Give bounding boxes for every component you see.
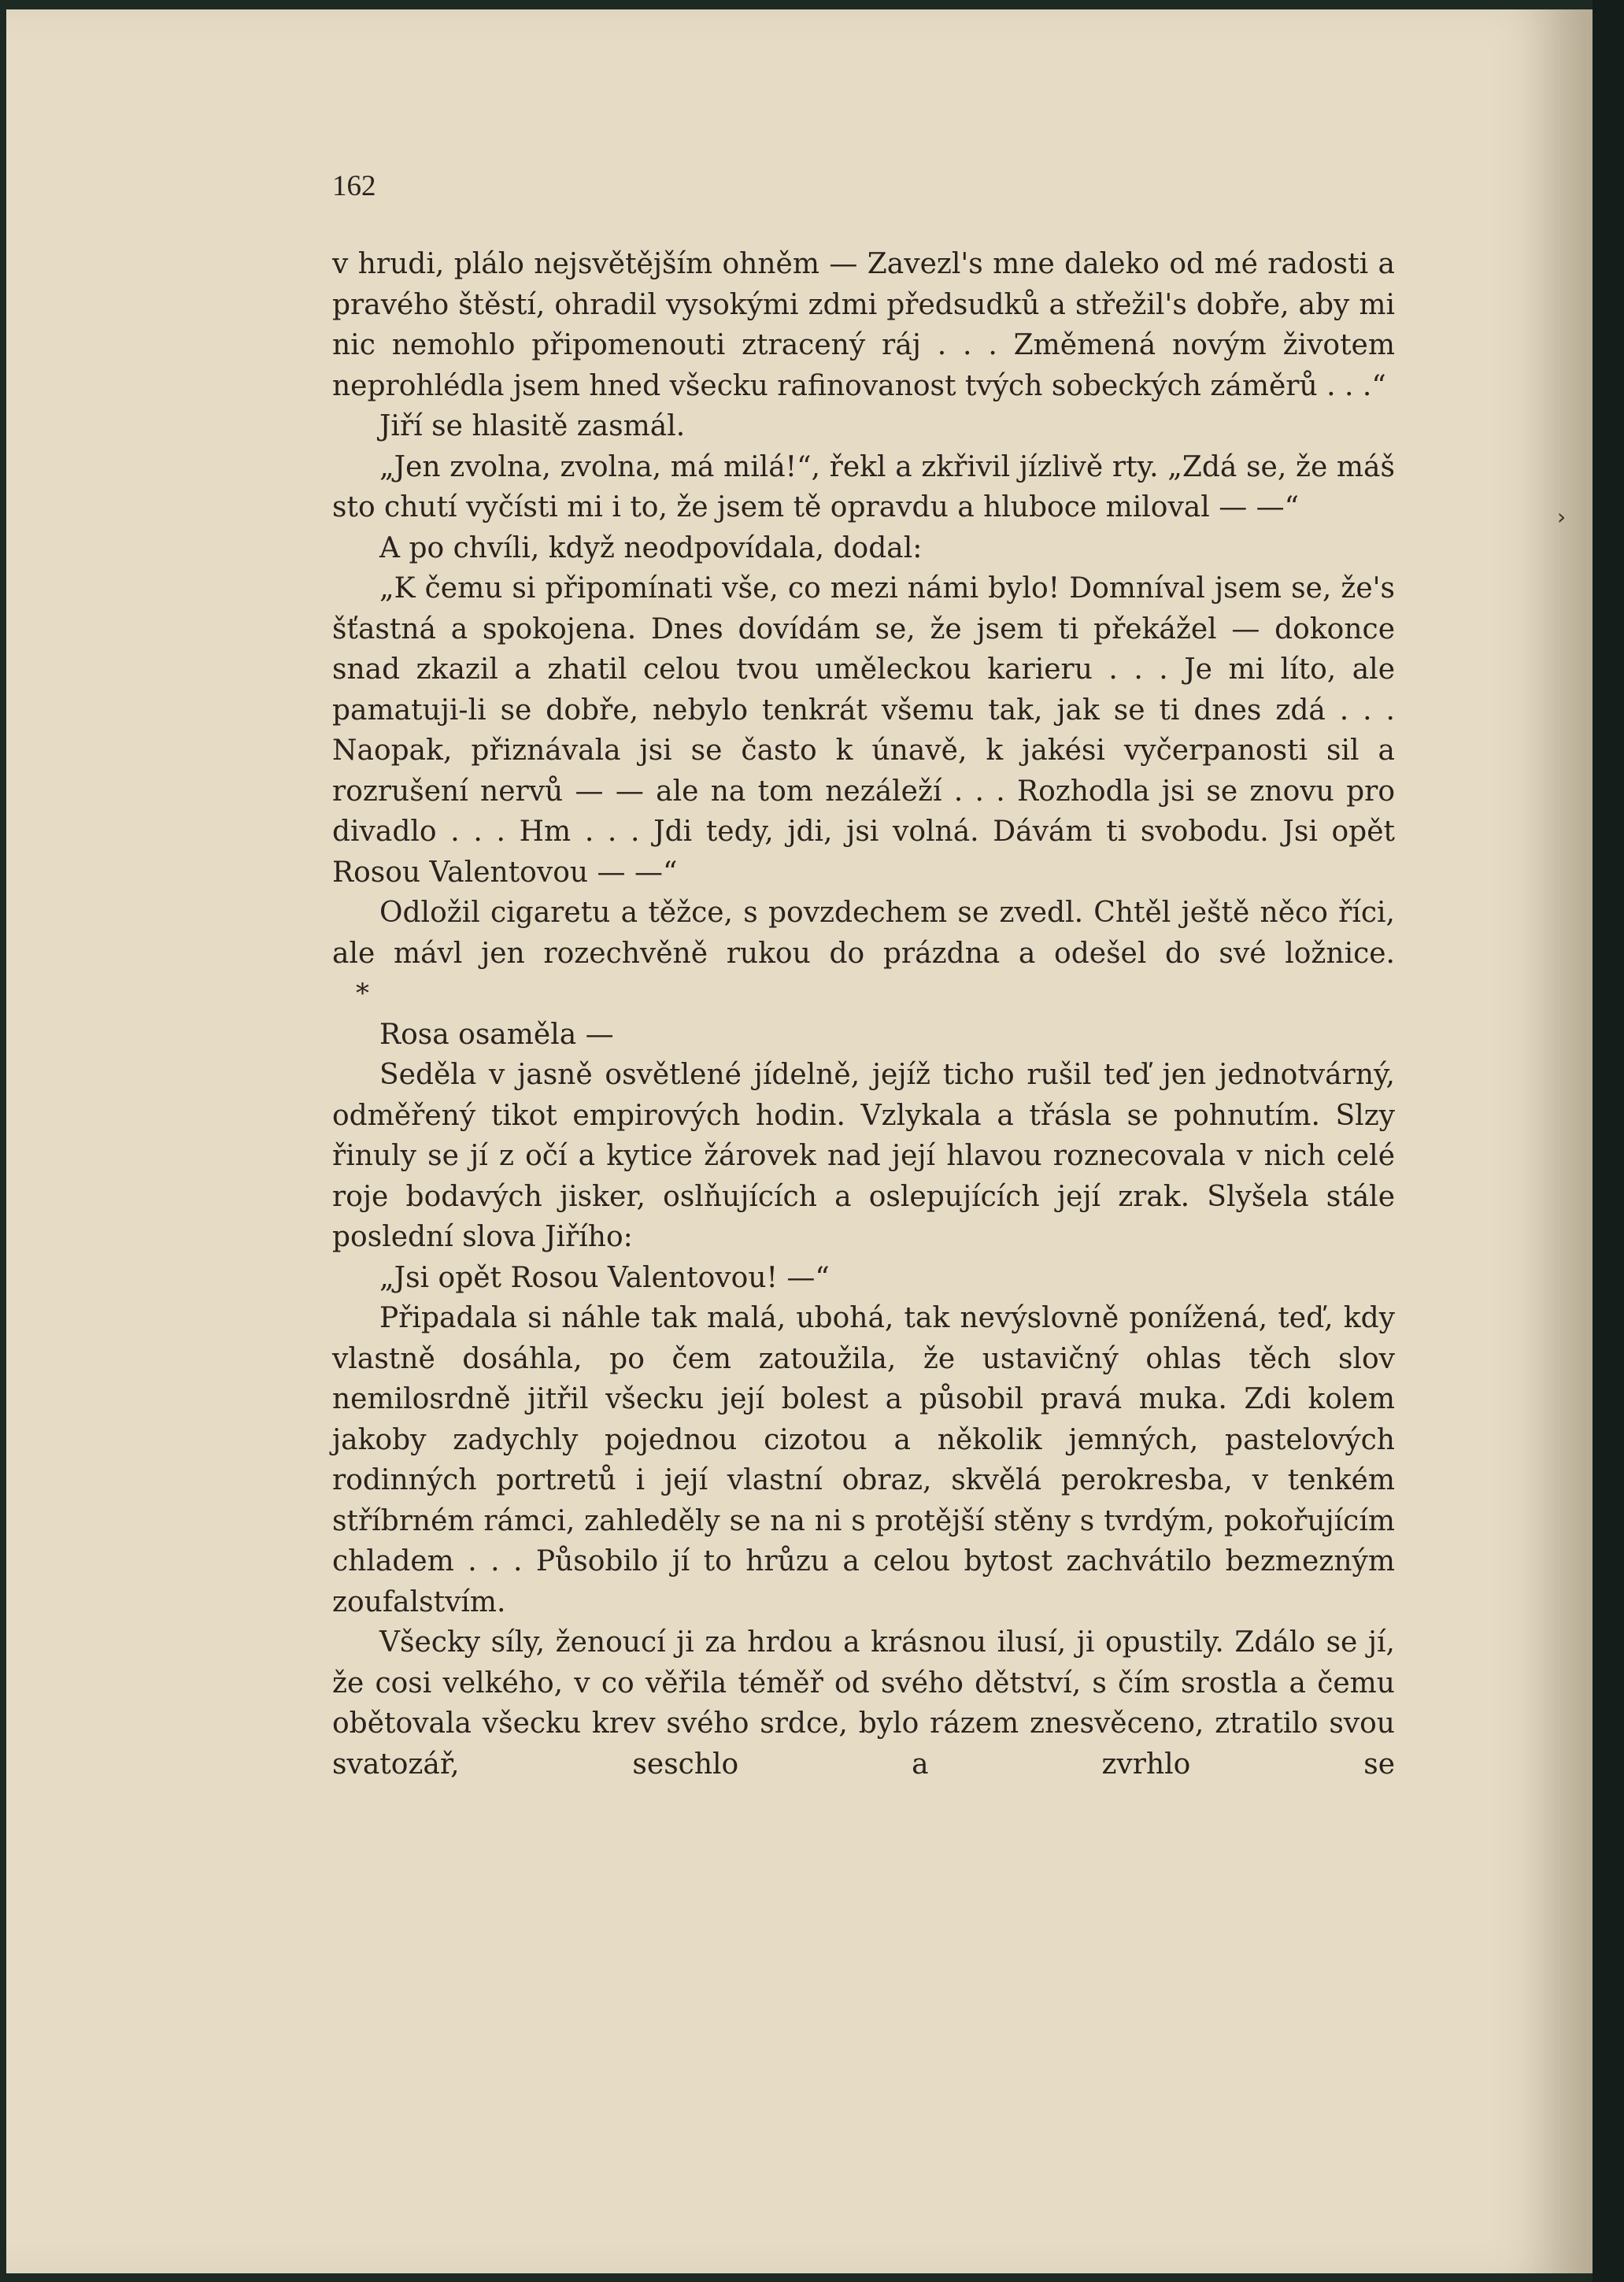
page-text (332, 244, 1395, 1785)
page-number: 162 (332, 170, 376, 202)
book-spine-shadow (1593, 0, 1624, 2282)
paragraph: Připadala si náhle tak malá, ubohá, tak nevýslovně ponížená, teď, kdy vlastně dosáhla, po čem zatoužila, že ustavičný ohlas těch slov nemilosrdně jitřil všecku její bolest a působil pravá muka. Zdi kolem jakoby zadychly pojednou cizotou a několik jemných, pastelových rodinných portretů i její vlastní obraz, skvělá perokresba, v tenkém stříbrném rámci, zahleděly se na ni s protější stěny s tvrdým, pokořujícím chladem . . . Působilo jí to hrůzu a celou bytost zachvátilo bezmezným zoufalstvím. (332, 1302, 1395, 1618)
paragraph: Všecky síly, ženoucí ji za hrdou a krásnou ilusí, ji opustily. Zdálo se jí, že cosi velkého, v co věřila téměř od svého dětství, s čím srostla a čemu obětovala všecku krev svého srdce, bylo rázem znesvěceno, ztratilo svou svatozář, seschlo a zvrhlo se (332, 1626, 1395, 1781)
paragraph: „K čemu si připomínati vše, co mezi námi bylo! Domníval jsem se, že's šťastná a spokojena. Dnes dovídám se, že jsem ti překážel — dokonce snad zkazil a zhatil celou tvou uměleckou karieru . . . Je mi líto, ale pamatuji-li se dobře, nebylo tenkrát všemu tak, jak se ti dnes zdá . . . Naopak, přiznávala jsi se často k únavě, k jakési vyčerpanosti sil a rozrušení nervů — — ale na tom nezáleží . . . Rozhodla jsi se znovu pro divadlo . . . Hm . . . Jdi tedy, jdi, jsi volná. Dávám ti svobodu. Jsi opět Rosou Valentovou — —“ (332, 572, 1395, 889)
margin-mark: › (1557, 504, 1567, 530)
paragraph: Rosa osaměla — (379, 1018, 614, 1051)
paragraph: A po chvíli, když neodpovídala, dodal: (379, 531, 923, 564)
paragraph: Jiří se hlasitě zasmál. (379, 410, 686, 442)
paragraph: Seděla v jasně osvětlené jídelně, jejíž ticho rušil teď jen jednotvárný, odměřený tikot empirových hodin. Vzlykala a třásla se pohnutím. Slzy řinuly se jí z očí a kytice žárovek nad její hlavou roznecovala v nich celé roje bodavých jisker, oslňujících a oslepujících její zrak. Slyšela stále poslední slova Jiřího: (332, 1059, 1395, 1253)
paragraph: „Jsi opět Rosou Valentovou! —“ (379, 1261, 830, 1294)
paragraph: Odložil cigaretu a těžce, s povzdechem se zvedl. Chtěl ještě něco říci, ale mávl jen rozechvěně rukou do prázdna a odešel do své ložnice. (332, 897, 1395, 970)
section-ornament: * (356, 978, 369, 1009)
paragraph: v hrudi, plálo nejsvětějším ohněm — Zavezl's mne daleko od mé radosti a pravého štěstí, ohradil vysokými zdmi předsudků a střežil's dobře, aby mi nic nemohlo připomenouti ztracený ráj . . . Změmená novým životem neprohlédla jsem hned všecku rafinovanost tvých sobeckých záměrů . . .“ (332, 248, 1395, 402)
paragraph: „Jen zvolna, zvolna, má milá!“, řekl a zkřivil jízlivě rty. „Zdá se, že máš sto chutí vyčísti mi i to, že jsem tě opravdu a hluboce miloval — —“ (332, 450, 1395, 523)
